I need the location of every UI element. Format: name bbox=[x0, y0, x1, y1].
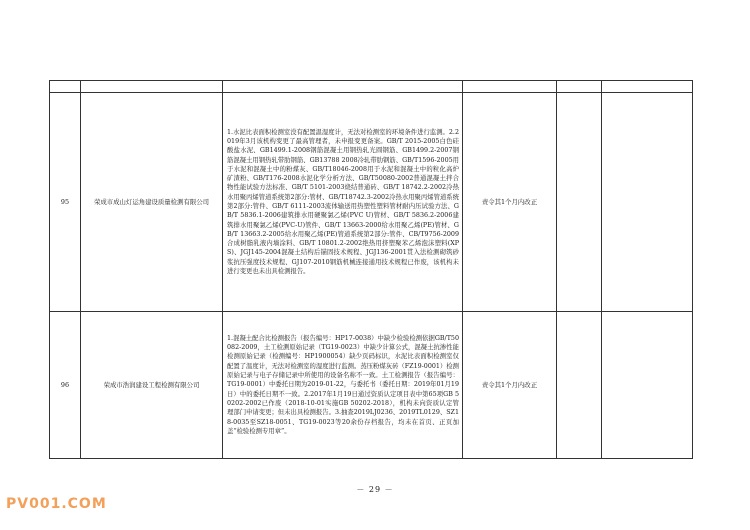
organization-name: 荣成市成山灯运角建设质量检测有限公司 bbox=[81, 93, 223, 312]
empty-cell bbox=[223, 81, 463, 93]
issues-description: 1.水泥比表面积检测室没有配置温湿度计，无法对检测室的环境条件进行监测。2.2019年3月该机构变更了最高管理者，未申报变更备案。GB/T 2015-2005白色硅酸盐水泥、GB1499.1-2008钢筋混凝土用钢热轧光圆钢筋、GB1499.2-2007钢筋混凝土用钢热轧带肋钢筋、GB13788 2008冷轧带肋钢筋、GB/T1596-2005用于水泥和混凝土中的粉煤灰、GB/T18046-2008用于水泥和混凝土中的粒化高炉矿渣粉、GB/T176-2008水泥化学分析方法、GB/T50080-2002普通混凝土拌合物性能试验方法标准、GB/T 5101-2003烧结普通砖、GB/T 18742.2-2002冷热水用聚丙烯管道系统第2部分:管材、GB/T18742.3-2002冷热水用聚丙烯管道系统第2部分:管件、GB/T 6111-2003流体输送用热塑性塑料管材耐内压试验方法、GB/T 5836.1-2006建筑排水用硬聚氯乙烯(PVC U)管材、GB/T 5836.2-2006建筑排水用聚氯乙烯(PVC-U)管件、GB/T 13663-2000给水用聚乙烯(PE)管材、GB/T 13663.2-2005给水用聚乙烯(PE)管道系统第2部分:管件、CB/T9756-2009合成树脂乳液内墙涂料、GB/T 10801.2-2002绝热用挤塑聚苯乙烯泡沫塑料(XPS)、JGJ145-2004混凝土结构后锚固技术规程、JGJ136-2001贯入法检测砌筑砂浆抗压强度技术规程、GJ107-2010钢筋机械连接通用技术规程已作废，该机构未进行变更也未出具检测报告。 bbox=[223, 93, 463, 312]
empty-cell bbox=[557, 312, 602, 459]
rectification-action: 责令其1个月内改正 bbox=[463, 312, 557, 459]
table-row bbox=[50, 93, 693, 312]
empty-cell bbox=[463, 81, 557, 93]
empty-cell bbox=[602, 93, 693, 312]
empty-cell bbox=[557, 81, 602, 93]
organization-name: 荣成市浩润建设工程检测有限公司 bbox=[81, 312, 223, 459]
findings-table bbox=[49, 80, 693, 459]
empty-cell bbox=[81, 81, 223, 93]
row-index: 96 bbox=[50, 312, 81, 459]
row-index: 95 bbox=[50, 93, 81, 312]
empty-cell bbox=[602, 81, 693, 93]
page-number: － 29 － bbox=[356, 485, 394, 494]
site-watermark: PV001.COM bbox=[6, 496, 107, 512]
table-row bbox=[50, 312, 693, 459]
issues-description: 1.混凝土配合比检测报告（报告编号：HP17-0038）中缺少检验检测依据GB/T50082-2009，土工检测原始记录（TG19-0023）中缺少计算公式，混凝土抗渗性能检测原始记录（检测编号：HP1900054）缺少页码标识，水泥比表面积检测室仅配置了温度计，无法对检测室的湿度进行监测。蒸压粉煤灰砖（FZ19-0001）检测原始记录与电子存储记录中所使用的设备名称不一致。土工检测报告（报告编号：TG19-0001）中委托日期为2019-01-22，与委托书（委托日期：2019年01月19日）中的委托日期不一致。2.2017年1月19日通过资质认定项目表中第65项GB 50202-2002已作废（2018-10-01实施GB 50202-2018），机构未向资质认定管理部门申请变更；但未出具检测报告。3.抽查2019LJ0236、2019TL0129、SZ18-0035至SZ18-0051、TG19-0023等20余份存档报告，均未在首页、正页加盖“检验检测专用章”。 bbox=[223, 312, 463, 459]
empty-cell bbox=[557, 93, 602, 312]
rectification-action: 责令其1个月内改正 bbox=[463, 93, 557, 312]
empty-cell bbox=[602, 312, 693, 459]
table-top-row bbox=[50, 81, 693, 93]
empty-cell bbox=[50, 81, 81, 93]
